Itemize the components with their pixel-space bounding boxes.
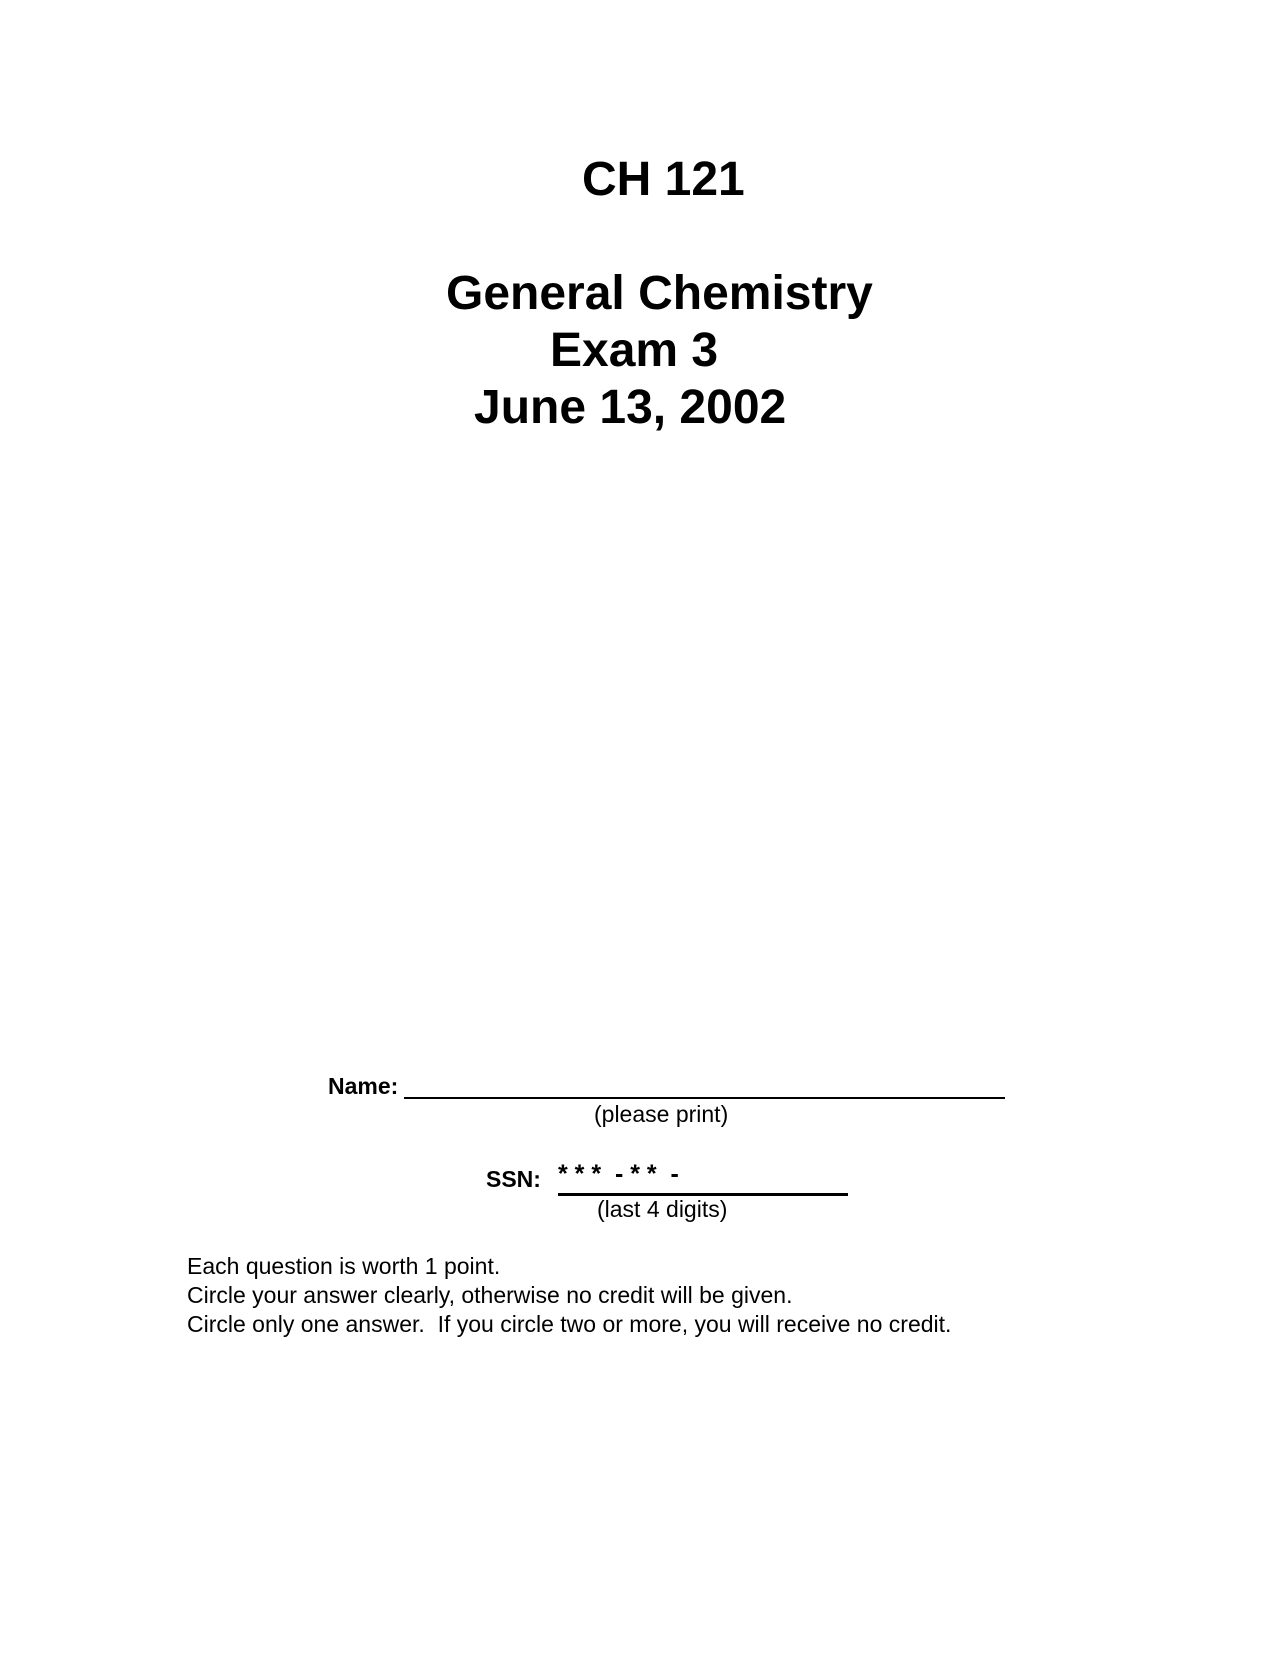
instruction-line: Each question is worth 1 point. [187,1253,501,1279]
instruction-line: Circle your answer clearly, otherwise no credit will be given. [187,1282,793,1308]
ssn-hint: (last 4 digits) [597,1196,728,1222]
name-label: Name: [328,1073,399,1099]
instructions-list [187,1252,951,1339]
name-field[interactable] [404,1097,1005,1099]
course-code: CH 121 [582,153,745,206]
exam-name: Exam 3 [550,324,719,377]
course-name: General Chemistry [446,267,873,320]
ssn-label: SSN: [486,1166,541,1192]
instruction-line: Circle only one answer. If you circle two or more, you will receive no credit. [187,1311,952,1337]
exam-date: June 13, 2002 [474,381,787,434]
name-hint: (please print) [594,1101,729,1127]
ssn-mask: * * * - * * - [558,1160,679,1188]
